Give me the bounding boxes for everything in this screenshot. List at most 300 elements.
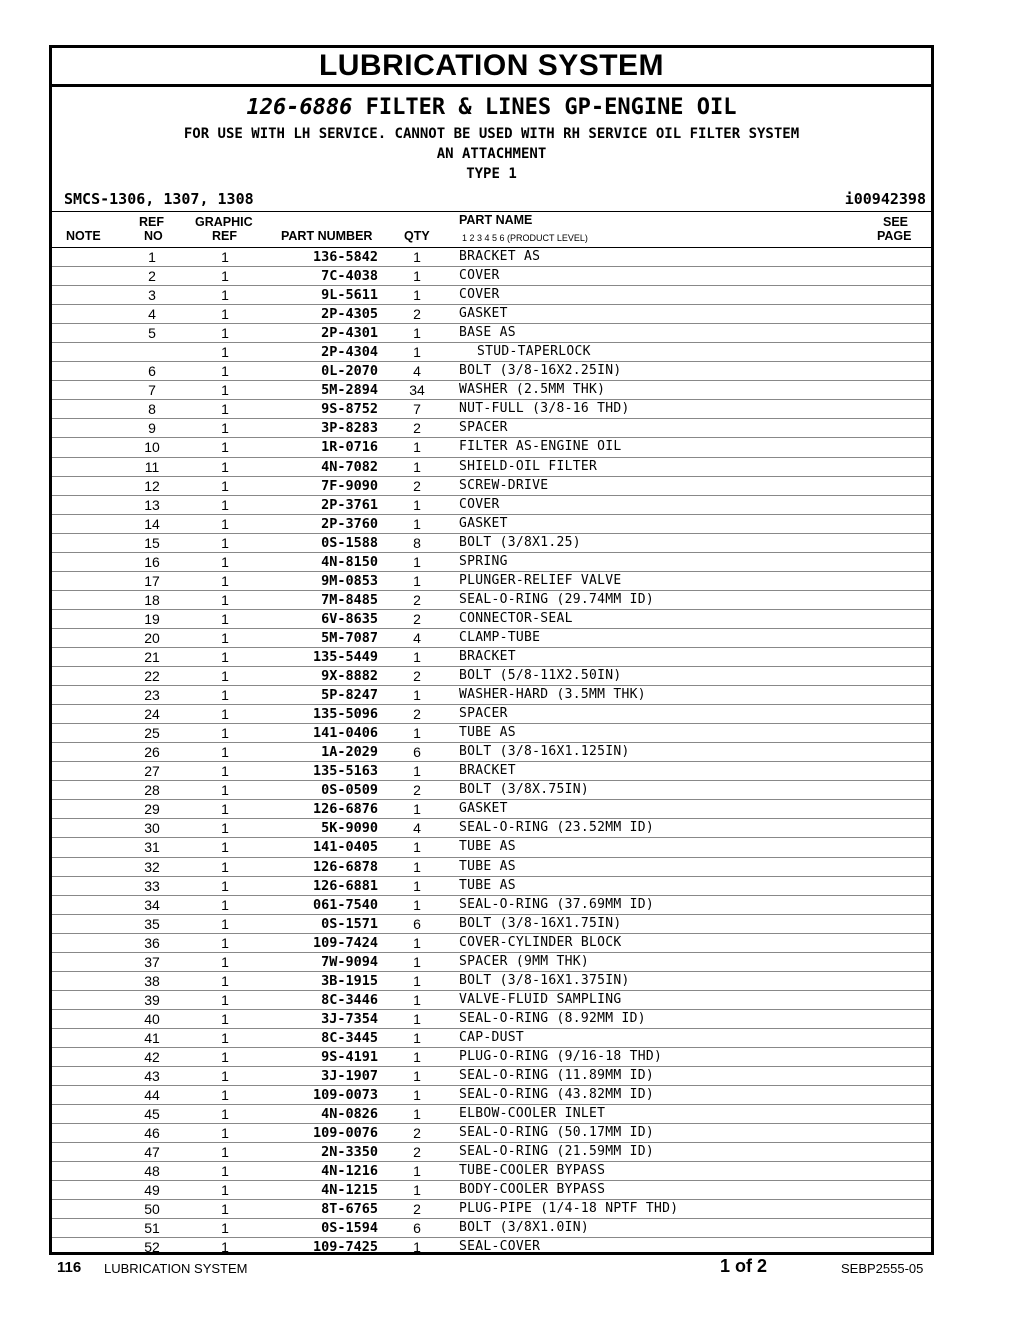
ref-no: 16 bbox=[144, 553, 160, 570]
group-number: 126-6886 bbox=[246, 95, 353, 120]
ref-no: 33 bbox=[144, 877, 160, 894]
quantity: 1 bbox=[413, 687, 421, 704]
part-number: 0S-0509 bbox=[321, 782, 378, 799]
ref-no: 52 bbox=[144, 1239, 160, 1256]
part-name: TUBE AS bbox=[459, 725, 516, 741]
part-name: COVER bbox=[459, 287, 500, 303]
page-number: 116 bbox=[57, 1259, 82, 1276]
quantity: 1 bbox=[413, 877, 421, 894]
graphic-ref: 1 bbox=[221, 1125, 229, 1142]
group-name: FILTER & LINES GP-ENGINE OIL bbox=[365, 95, 737, 120]
part-name: SPRING bbox=[459, 553, 508, 569]
ref-no: 32 bbox=[144, 858, 160, 875]
quantity: 1 bbox=[413, 1163, 421, 1180]
graphic-ref: 1 bbox=[221, 1010, 229, 1027]
ref-no: 13 bbox=[144, 496, 160, 513]
part-number: 0L-2070 bbox=[321, 363, 378, 380]
table-row bbox=[52, 991, 931, 1010]
part-number: 141-0405 bbox=[312, 839, 378, 856]
table-row bbox=[52, 286, 931, 305]
part-number: 7F-9090 bbox=[321, 477, 378, 494]
ref-no: 43 bbox=[144, 1068, 160, 1085]
quantity: 2 bbox=[413, 420, 421, 437]
col-product-level: 1 2 3 4 5 6 (PRODUCT LEVEL) bbox=[462, 233, 588, 243]
ref-no: 24 bbox=[144, 706, 160, 723]
table-row bbox=[52, 267, 931, 286]
ref-no: 14 bbox=[144, 515, 160, 532]
table-row bbox=[52, 1124, 931, 1143]
ref-no: 48 bbox=[144, 1163, 160, 1180]
part-number: 3J-1907 bbox=[321, 1068, 378, 1085]
quantity: 2 bbox=[413, 706, 421, 723]
ref-no: 6 bbox=[148, 363, 156, 380]
page-footer bbox=[0, 1256, 1020, 1283]
graphic-ref: 1 bbox=[221, 477, 229, 494]
table-row bbox=[52, 362, 931, 381]
table-row bbox=[52, 819, 931, 838]
part-number: 135-5449 bbox=[312, 648, 378, 665]
quantity: 2 bbox=[413, 782, 421, 799]
part-number: 109-7425 bbox=[312, 1239, 378, 1256]
part-number: 2P-4305 bbox=[321, 306, 378, 323]
part-number: 1A-2029 bbox=[321, 744, 378, 761]
table-row bbox=[52, 1067, 931, 1086]
table-row bbox=[52, 458, 931, 477]
part-name: SPACER bbox=[459, 706, 508, 722]
quantity: 1 bbox=[413, 896, 421, 913]
col-ref-bottom: NO bbox=[144, 229, 163, 243]
part-name: COVER bbox=[459, 268, 500, 284]
part-name: TUBE AS bbox=[459, 877, 516, 893]
graphic-ref: 1 bbox=[221, 1239, 229, 1256]
graphic-ref: 1 bbox=[221, 1048, 229, 1065]
quantity: 2 bbox=[413, 477, 421, 494]
parts-table bbox=[52, 248, 931, 1257]
ref-no: 47 bbox=[144, 1144, 160, 1161]
part-name: WASHER-HARD (3.5MM THK) bbox=[459, 687, 646, 703]
graphic-ref: 1 bbox=[221, 953, 229, 970]
table-row bbox=[52, 705, 931, 724]
quantity: 1 bbox=[413, 839, 421, 856]
quantity: 2 bbox=[413, 591, 421, 608]
part-name: SEAL-O-RING (23.52MM ID) bbox=[459, 820, 655, 836]
table-row bbox=[52, 305, 931, 324]
quantity: 6 bbox=[413, 744, 421, 761]
quantity: 2 bbox=[413, 1125, 421, 1142]
part-name: GASKET bbox=[459, 515, 508, 531]
part-name: GASKET bbox=[459, 801, 508, 817]
ref-no: 25 bbox=[144, 725, 160, 742]
quantity: 1 bbox=[413, 496, 421, 513]
col-part-name: PART NAME bbox=[459, 213, 533, 227]
graphic-ref: 1 bbox=[221, 249, 229, 265]
quantity: 1 bbox=[413, 972, 421, 989]
part-number: 2P-3761 bbox=[321, 496, 378, 513]
quantity: 1 bbox=[413, 763, 421, 780]
ref-no: 21 bbox=[144, 648, 160, 665]
quantity: 1 bbox=[413, 725, 421, 742]
graphic-ref: 1 bbox=[221, 1163, 229, 1180]
ref-no: 8 bbox=[148, 401, 156, 418]
ref-no: 34 bbox=[144, 896, 160, 913]
part-number: 7W-9094 bbox=[321, 953, 378, 970]
table-row bbox=[52, 1086, 931, 1105]
ref-no: 36 bbox=[144, 934, 160, 951]
part-number: 8T-6765 bbox=[321, 1201, 378, 1218]
part-name: SPACER bbox=[459, 420, 508, 436]
part-number: 9X-8882 bbox=[321, 668, 378, 685]
part-number: 5P-8247 bbox=[321, 687, 378, 704]
ref-no: 45 bbox=[144, 1106, 160, 1123]
graphic-ref: 1 bbox=[221, 934, 229, 951]
table-row bbox=[52, 648, 931, 667]
graphic-ref: 1 bbox=[221, 782, 229, 799]
quantity: 6 bbox=[413, 915, 421, 932]
part-name: BOLT (3/8-16X1.75IN) bbox=[459, 915, 622, 931]
quantity: 1 bbox=[413, 344, 421, 361]
part-number: 2P-4304 bbox=[321, 344, 378, 361]
col-note: NOTE bbox=[66, 229, 101, 243]
table-row bbox=[52, 1029, 931, 1048]
graphic-ref: 1 bbox=[221, 287, 229, 304]
part-number: 0S-1594 bbox=[321, 1220, 378, 1237]
part-number: 7M-8485 bbox=[321, 591, 378, 608]
ref-no: 29 bbox=[144, 801, 160, 818]
table-row bbox=[52, 515, 931, 534]
col-qty: QTY bbox=[404, 229, 430, 243]
quantity: 1 bbox=[413, 934, 421, 951]
part-name: SEAL-O-RING (43.82MM ID) bbox=[459, 1087, 655, 1103]
table-row bbox=[52, 1105, 931, 1124]
graphic-ref: 1 bbox=[221, 820, 229, 837]
table-row bbox=[52, 419, 931, 438]
ref-no: 38 bbox=[144, 972, 160, 989]
part-name: CONNECTOR-SEAL bbox=[459, 610, 573, 626]
part-number: 126-6878 bbox=[312, 858, 378, 875]
quantity: 1 bbox=[413, 515, 421, 532]
part-number: 2N-3350 bbox=[321, 1144, 378, 1161]
graphic-ref: 1 bbox=[221, 515, 229, 532]
table-row bbox=[52, 953, 931, 972]
table-row bbox=[52, 496, 931, 515]
graphic-ref: 1 bbox=[221, 1029, 229, 1046]
table-row bbox=[52, 343, 931, 362]
part-name: BASE AS bbox=[459, 325, 516, 341]
ref-no: 2 bbox=[148, 268, 156, 285]
table-row bbox=[52, 877, 931, 896]
quantity: 1 bbox=[413, 858, 421, 875]
ref-no: 26 bbox=[144, 744, 160, 761]
part-name: BOLT (5/8-11X2.50IN) bbox=[459, 668, 622, 684]
part-name: SEAL-O-RING (29.74MM ID) bbox=[459, 591, 655, 607]
table-row bbox=[52, 591, 931, 610]
table-row bbox=[52, 610, 931, 629]
quantity: 1 bbox=[413, 439, 421, 456]
graphic-ref: 1 bbox=[221, 572, 229, 589]
quantity: 6 bbox=[413, 1220, 421, 1237]
quantity: 1 bbox=[413, 287, 421, 304]
ref-no: 1 bbox=[148, 249, 156, 265]
ref-no: 49 bbox=[144, 1182, 160, 1199]
table-row bbox=[52, 934, 931, 953]
group-note-2: AN ATTACHMENT bbox=[436, 146, 547, 162]
ref-no: 28 bbox=[144, 782, 160, 799]
part-name: SPACER (9MM THK) bbox=[459, 953, 590, 969]
table-row bbox=[52, 1010, 931, 1029]
table-row bbox=[52, 1162, 931, 1181]
part-number: 0S-1571 bbox=[321, 915, 378, 932]
part-number: 2P-4301 bbox=[321, 325, 378, 342]
ref-no: 35 bbox=[144, 915, 160, 932]
group-title bbox=[52, 95, 931, 120]
col-see-bottom: PAGE bbox=[877, 229, 912, 243]
graphic-ref: 1 bbox=[221, 858, 229, 875]
part-name: SEAL-O-RING (21.59MM ID) bbox=[459, 1144, 655, 1160]
graphic-ref: 1 bbox=[221, 896, 229, 913]
graphic-ref: 1 bbox=[221, 706, 229, 723]
part-number: 7C-4038 bbox=[321, 268, 378, 285]
quantity: 1 bbox=[413, 1029, 421, 1046]
ref-no: 10 bbox=[144, 439, 160, 456]
part-number: 9S-4191 bbox=[321, 1048, 378, 1065]
quantity: 2 bbox=[413, 668, 421, 685]
quantity: 2 bbox=[413, 306, 421, 323]
quantity: 1 bbox=[413, 1068, 421, 1085]
part-name: BOLT (3/8X.75IN) bbox=[459, 782, 590, 798]
table-row bbox=[52, 381, 931, 400]
ref-no: 19 bbox=[144, 610, 160, 627]
ref-no: 5 bbox=[148, 325, 156, 342]
graphic-ref: 1 bbox=[221, 839, 229, 856]
part-name: NUT-FULL (3/8-16 THD) bbox=[459, 401, 630, 417]
quantity: 2 bbox=[413, 1201, 421, 1218]
table-row bbox=[52, 400, 931, 419]
col-see-top: SEE bbox=[883, 215, 909, 229]
graphic-ref: 1 bbox=[221, 687, 229, 704]
quantity: 1 bbox=[413, 325, 421, 342]
table-row bbox=[52, 667, 931, 686]
ref-no: 18 bbox=[144, 591, 160, 608]
graphic-ref: 1 bbox=[221, 268, 229, 285]
graphic-ref: 1 bbox=[221, 591, 229, 608]
graphic-ref: 1 bbox=[221, 1144, 229, 1161]
part-number: 8C-3446 bbox=[321, 991, 378, 1008]
part-name: SEAL-O-RING (37.69MM ID) bbox=[459, 896, 655, 912]
table-row bbox=[52, 629, 931, 648]
quantity: 1 bbox=[413, 268, 421, 285]
col-graphic-top: GRAPHIC bbox=[195, 215, 253, 229]
part-name: PLUG-O-RING (9/16-18 THD) bbox=[459, 1048, 663, 1064]
table-row bbox=[52, 800, 931, 819]
ref-no: 41 bbox=[144, 1029, 160, 1046]
col-ref-top: REF bbox=[139, 215, 164, 229]
quantity: 2 bbox=[413, 610, 421, 627]
part-name: CAP-DUST bbox=[459, 1029, 525, 1045]
table-row bbox=[52, 438, 931, 457]
graphic-ref: 1 bbox=[221, 1220, 229, 1237]
graphic-ref: 1 bbox=[221, 991, 229, 1008]
table-row bbox=[52, 686, 931, 705]
table-row bbox=[52, 724, 931, 743]
graphic-ref: 1 bbox=[221, 725, 229, 742]
part-name: BOLT (3/8-16X1.125IN) bbox=[459, 744, 630, 760]
footer-section: LUBRICATION SYSTEM bbox=[104, 1261, 248, 1276]
graphic-ref: 1 bbox=[221, 325, 229, 342]
table-row bbox=[52, 553, 931, 572]
part-number: 4N-7082 bbox=[321, 458, 378, 475]
quantity: 1 bbox=[413, 991, 421, 1008]
part-number: 109-0076 bbox=[312, 1125, 378, 1142]
table-row bbox=[52, 743, 931, 762]
graphic-ref: 1 bbox=[221, 744, 229, 761]
graphic-ref: 1 bbox=[221, 458, 229, 475]
quantity: 1 bbox=[413, 1239, 421, 1256]
ref-no: 4 bbox=[148, 306, 156, 323]
table-row bbox=[52, 1181, 931, 1200]
quantity: 1 bbox=[413, 553, 421, 570]
group-note-3: TYPE 1 bbox=[466, 166, 517, 182]
ref-no: 12 bbox=[144, 477, 160, 494]
quantity: 4 bbox=[413, 629, 421, 646]
part-name: BRACKET AS bbox=[459, 249, 541, 264]
ref-no: 40 bbox=[144, 1010, 160, 1027]
graphic-ref: 1 bbox=[221, 553, 229, 570]
table-row bbox=[52, 1219, 931, 1238]
part-number: 4N-8150 bbox=[321, 553, 378, 570]
part-number: 141-0406 bbox=[312, 725, 378, 742]
graphic-ref: 1 bbox=[221, 1087, 229, 1104]
group-note-1: FOR USE WITH LH SERVICE. CANNOT BE USED WITH RH SERVICE OIL FILTER SYSTEM bbox=[183, 126, 800, 142]
part-name: BRACKET bbox=[459, 763, 516, 779]
ref-no: 23 bbox=[144, 687, 160, 704]
quantity: 1 bbox=[413, 648, 421, 665]
part-name: FILTER AS-ENGINE OIL bbox=[459, 439, 622, 455]
graphic-ref: 1 bbox=[221, 420, 229, 437]
part-number: 1R-0716 bbox=[321, 439, 378, 456]
graphic-ref: 1 bbox=[221, 344, 229, 361]
part-name: BOLT (3/8X1.0IN) bbox=[459, 1220, 590, 1236]
ref-no: 9 bbox=[148, 420, 156, 437]
quantity: 1 bbox=[413, 1010, 421, 1027]
part-name: SEAL-O-RING (8.92MM ID) bbox=[459, 1010, 646, 1026]
ref-no: 11 bbox=[144, 458, 160, 475]
table-row bbox=[52, 781, 931, 800]
table-row bbox=[52, 1238, 931, 1257]
ref-no: 42 bbox=[144, 1048, 160, 1065]
graphic-ref: 1 bbox=[221, 306, 229, 323]
part-name: TUBE AS bbox=[459, 839, 516, 855]
quantity: 1 bbox=[413, 1182, 421, 1199]
ref-no: 3 bbox=[148, 287, 156, 304]
part-number: 135-5096 bbox=[312, 706, 378, 723]
part-number: 9S-8752 bbox=[321, 401, 378, 418]
ref-no: 44 bbox=[144, 1087, 160, 1104]
ref-no: 15 bbox=[144, 534, 160, 551]
graphic-ref: 1 bbox=[221, 382, 229, 399]
graphic-ref: 1 bbox=[221, 496, 229, 513]
part-number: 5M-2894 bbox=[321, 382, 378, 399]
group-header bbox=[52, 87, 931, 212]
graphic-ref: 1 bbox=[221, 972, 229, 989]
table-row bbox=[52, 324, 931, 343]
part-number: 9L-5611 bbox=[321, 287, 378, 304]
graphic-ref: 1 bbox=[221, 763, 229, 780]
ref-no: 22 bbox=[144, 668, 160, 685]
table-row bbox=[52, 762, 931, 781]
part-number: 135-5163 bbox=[312, 763, 378, 780]
quantity: 1 bbox=[413, 1106, 421, 1123]
ref-no: 50 bbox=[144, 1201, 160, 1218]
quantity: 1 bbox=[413, 572, 421, 589]
quantity: 1 bbox=[413, 249, 421, 265]
table-row bbox=[52, 248, 931, 267]
part-name: TUBE-COOLER BYPASS bbox=[459, 1163, 606, 1179]
part-name: SEAL-O-RING (11.89MM ID) bbox=[459, 1068, 655, 1084]
part-number: 136-5842 bbox=[312, 249, 378, 265]
graphic-ref: 1 bbox=[221, 801, 229, 818]
quantity: 1 bbox=[413, 458, 421, 475]
part-number: 9M-0853 bbox=[321, 572, 378, 589]
quantity: 1 bbox=[413, 1048, 421, 1065]
graphic-ref: 1 bbox=[221, 648, 229, 665]
illustration-id: i00942398 bbox=[844, 190, 926, 208]
part-name: STUD-TAPERLOCK bbox=[477, 344, 591, 360]
col-part-number: PART NUMBER bbox=[281, 229, 373, 243]
parts-list-frame bbox=[49, 45, 934, 1255]
part-name: TUBE AS bbox=[459, 858, 516, 874]
section-title-bar bbox=[52, 48, 931, 87]
part-number: 4N-0826 bbox=[321, 1106, 378, 1123]
part-number: 6V-8635 bbox=[321, 610, 378, 627]
graphic-ref: 1 bbox=[221, 363, 229, 380]
part-name: SEAL-COVER bbox=[459, 1239, 541, 1255]
graphic-ref: 1 bbox=[221, 629, 229, 646]
ref-no: 30 bbox=[144, 820, 160, 837]
quantity: 4 bbox=[413, 820, 421, 837]
table-row bbox=[52, 858, 931, 877]
part-name: BODY-COOLER BYPASS bbox=[459, 1182, 606, 1198]
part-number: 061-7540 bbox=[312, 896, 378, 913]
graphic-ref: 1 bbox=[221, 668, 229, 685]
table-row bbox=[52, 972, 931, 991]
part-number: 5M-7087 bbox=[321, 629, 378, 646]
quantity: 1 bbox=[413, 953, 421, 970]
graphic-ref: 1 bbox=[221, 1068, 229, 1085]
ref-no: 46 bbox=[144, 1125, 160, 1142]
part-number: 8C-3445 bbox=[321, 1029, 378, 1046]
table-row bbox=[52, 1200, 931, 1219]
part-name: SEAL-O-RING (50.17MM ID) bbox=[459, 1125, 655, 1141]
ref-no: 37 bbox=[144, 953, 160, 970]
part-number: 3P-8283 bbox=[321, 420, 378, 437]
graphic-ref: 1 bbox=[221, 401, 229, 418]
ref-no: 31 bbox=[144, 839, 160, 856]
table-row bbox=[52, 838, 931, 857]
ref-no: 7 bbox=[148, 382, 156, 399]
doc-number: SEBP2555-05 bbox=[841, 1261, 924, 1276]
table-row bbox=[52, 896, 931, 915]
smcs-codes: SMCS-1306, 1307, 1308 bbox=[64, 190, 254, 208]
part-name: BOLT (3/8-16X2.25IN) bbox=[459, 363, 622, 379]
part-name: BRACKET bbox=[459, 648, 516, 664]
part-name: BOLT (3/8X1.25) bbox=[459, 534, 581, 550]
part-number: 109-0073 bbox=[312, 1087, 378, 1104]
part-name: CLAMP-TUBE bbox=[459, 629, 541, 645]
graphic-ref: 1 bbox=[221, 1182, 229, 1199]
graphic-ref: 1 bbox=[221, 1106, 229, 1123]
part-name: VALVE-FLUID SAMPLING bbox=[459, 991, 622, 1007]
part-name: PLUG-PIPE (1/4-18 NPTF THD) bbox=[459, 1201, 679, 1217]
